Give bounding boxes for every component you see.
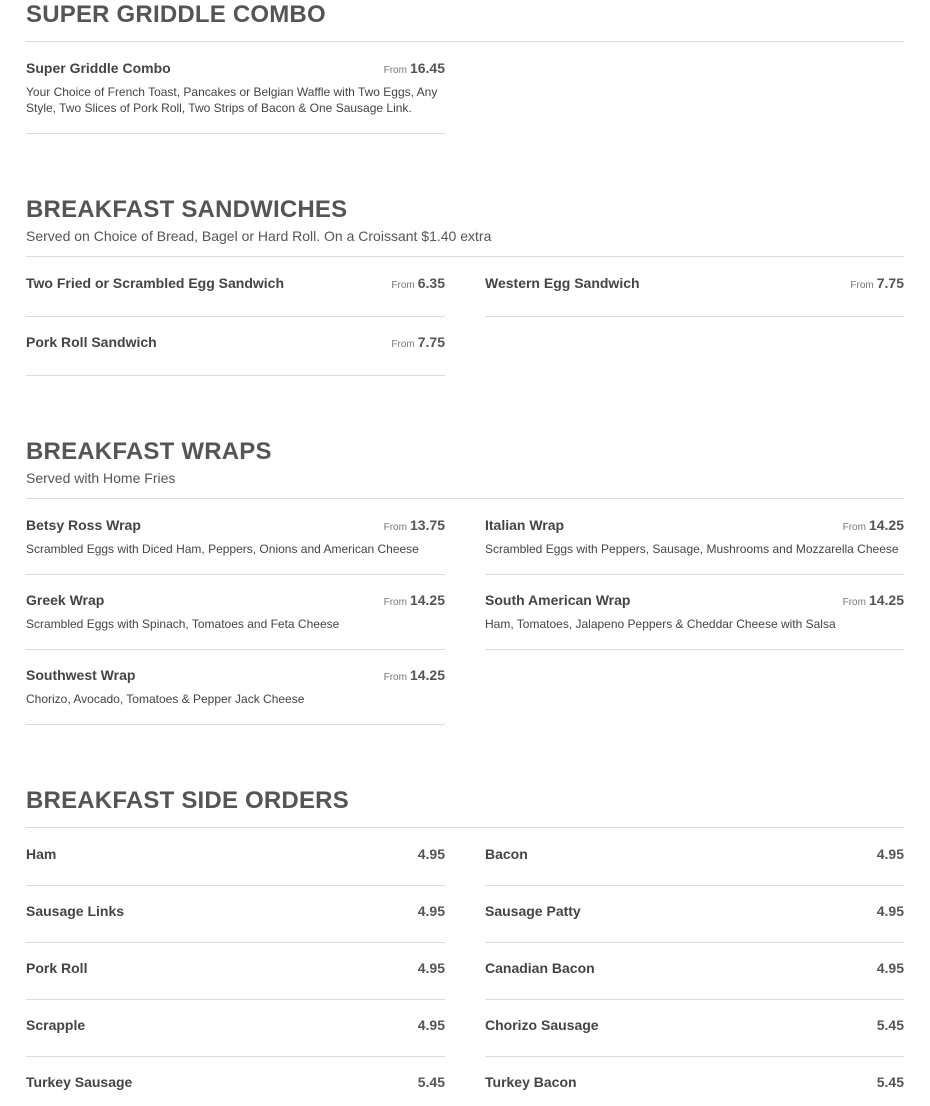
section-divider [26, 827, 904, 828]
price-prefix: From [383, 522, 407, 533]
item-price [384, 518, 445, 534]
price-value: 5.45 [876, 1074, 904, 1090]
price-value: 4.95 [876, 960, 904, 976]
item-name: Pork Roll Sandwich [26, 334, 157, 350]
item-divider [485, 999, 904, 1000]
price-value: 4.95 [417, 903, 445, 919]
price-value: 7.75 [417, 334, 445, 350]
item-divider [26, 999, 445, 1000]
item-name: Italian Wrap [485, 517, 565, 533]
price-value: 5.45 [417, 1074, 445, 1090]
item-divider [485, 942, 904, 943]
item-price [384, 668, 445, 684]
item-description: Scrambled Eggs with Peppers, Sausage, Mushrooms and Mozzarella Cheese [485, 542, 899, 556]
item-price [418, 961, 445, 977]
item-divider [26, 375, 445, 376]
item-divider [26, 649, 445, 650]
price-prefix: From [383, 597, 407, 608]
item-name: Western Egg Sandwich [485, 275, 640, 291]
item-price [418, 1018, 445, 1034]
item-divider [26, 724, 445, 725]
item-price [391, 276, 445, 292]
item-divider [26, 133, 445, 134]
item-name: Sausage Patty [485, 903, 581, 919]
price-value: 4.95 [417, 846, 445, 862]
item-divider [485, 1056, 904, 1057]
item-price [418, 904, 445, 920]
price-value: 5.45 [876, 1017, 904, 1033]
item-name: Ham [26, 846, 57, 862]
item-description: Your Choice of French Toast, Pancakes or Belgian Waffle with Two Eggs, Any Style, Two Slices of Pork Roll, Two Strips of Bacon & One Sausage Link. [26, 85, 438, 115]
price-value: 4.95 [417, 960, 445, 976]
item-price [877, 1018, 904, 1034]
price-value: 13.75 [409, 517, 445, 533]
item-name: Turkey Sausage [26, 1074, 133, 1090]
item-description: Scrambled Eggs with Diced Ham, Peppers, Onions and American Cheese [26, 542, 419, 556]
item-divider [26, 1056, 445, 1057]
item-divider [26, 885, 445, 886]
price-prefix: From [850, 280, 874, 291]
price-value: 4.95 [876, 846, 904, 862]
item-price [384, 61, 445, 77]
item-name: Chorizo Sausage [485, 1017, 599, 1033]
price-value: 4.95 [417, 1017, 445, 1033]
section-divider [26, 41, 904, 42]
item-divider [485, 316, 904, 317]
section-divider [26, 256, 904, 257]
item-price [877, 847, 904, 863]
item-name: Turkey Bacon [485, 1074, 577, 1090]
price-prefix: From [391, 280, 415, 291]
item-price [850, 276, 904, 292]
item-price [843, 518, 904, 534]
item-name: Two Fried or Scrambled Egg Sandwich [26, 275, 285, 291]
price-value: 7.75 [876, 275, 904, 291]
section-title: BREAKFAST SIDE ORDERS [26, 787, 349, 814]
section-title: SUPER GRIDDLE COMBO [26, 1, 326, 28]
price-value: 14.25 [409, 592, 445, 608]
price-value: 4.95 [876, 903, 904, 919]
item-divider [485, 885, 904, 886]
item-name: Greek Wrap [26, 592, 105, 608]
item-description: Ham, Tomatoes, Jalapeno Peppers & Cheddar Cheese with Salsa [485, 617, 836, 631]
section-subtitle: Served with Home Fries [26, 470, 176, 486]
item-divider [26, 574, 445, 575]
item-name: Scrapple [26, 1017, 86, 1033]
item-name: Betsy Ross Wrap [26, 517, 141, 533]
item-description: Scrambled Eggs with Spinach, Tomatoes and Feta Cheese [26, 617, 340, 631]
price-value: 14.25 [868, 517, 904, 533]
item-name: Super Griddle Combo [26, 60, 171, 76]
item-divider [485, 574, 904, 575]
item-name: Southwest Wrap [26, 667, 136, 683]
item-name: Sausage Links [26, 903, 125, 919]
price-value: 16.45 [409, 60, 445, 76]
price-prefix: From [842, 597, 866, 608]
price-prefix: From [391, 339, 415, 350]
item-name: Canadian Bacon [485, 960, 595, 976]
item-name: Bacon [485, 846, 528, 862]
item-price [877, 961, 904, 977]
section-subtitle: Served on Choice of Bread, Bagel or Hard Roll. On a Croissant $1.40 extra [26, 228, 492, 244]
item-divider [26, 316, 445, 317]
item-name: South American Wrap [485, 592, 631, 608]
price-value: 14.25 [868, 592, 904, 608]
section-title: BREAKFAST SANDWICHES [26, 196, 348, 223]
section-title: BREAKFAST WRAPS [26, 438, 272, 465]
item-price [843, 593, 904, 609]
item-price [877, 904, 904, 920]
item-divider [485, 649, 904, 650]
item-price [418, 1075, 445, 1091]
section-divider [26, 498, 904, 499]
item-price [384, 593, 445, 609]
item-name: Pork Roll [26, 960, 88, 976]
item-price [418, 847, 445, 863]
price-prefix: From [842, 522, 866, 533]
item-divider [26, 942, 445, 943]
price-value: 6.35 [417, 275, 445, 291]
item-price [391, 335, 445, 351]
price-prefix: From [383, 65, 407, 76]
price-prefix: From [383, 672, 407, 683]
price-value: 14.25 [409, 667, 445, 683]
item-price [877, 1075, 904, 1091]
item-description: Chorizo, Avocado, Tomatoes & Pepper Jack Cheese [26, 692, 305, 706]
